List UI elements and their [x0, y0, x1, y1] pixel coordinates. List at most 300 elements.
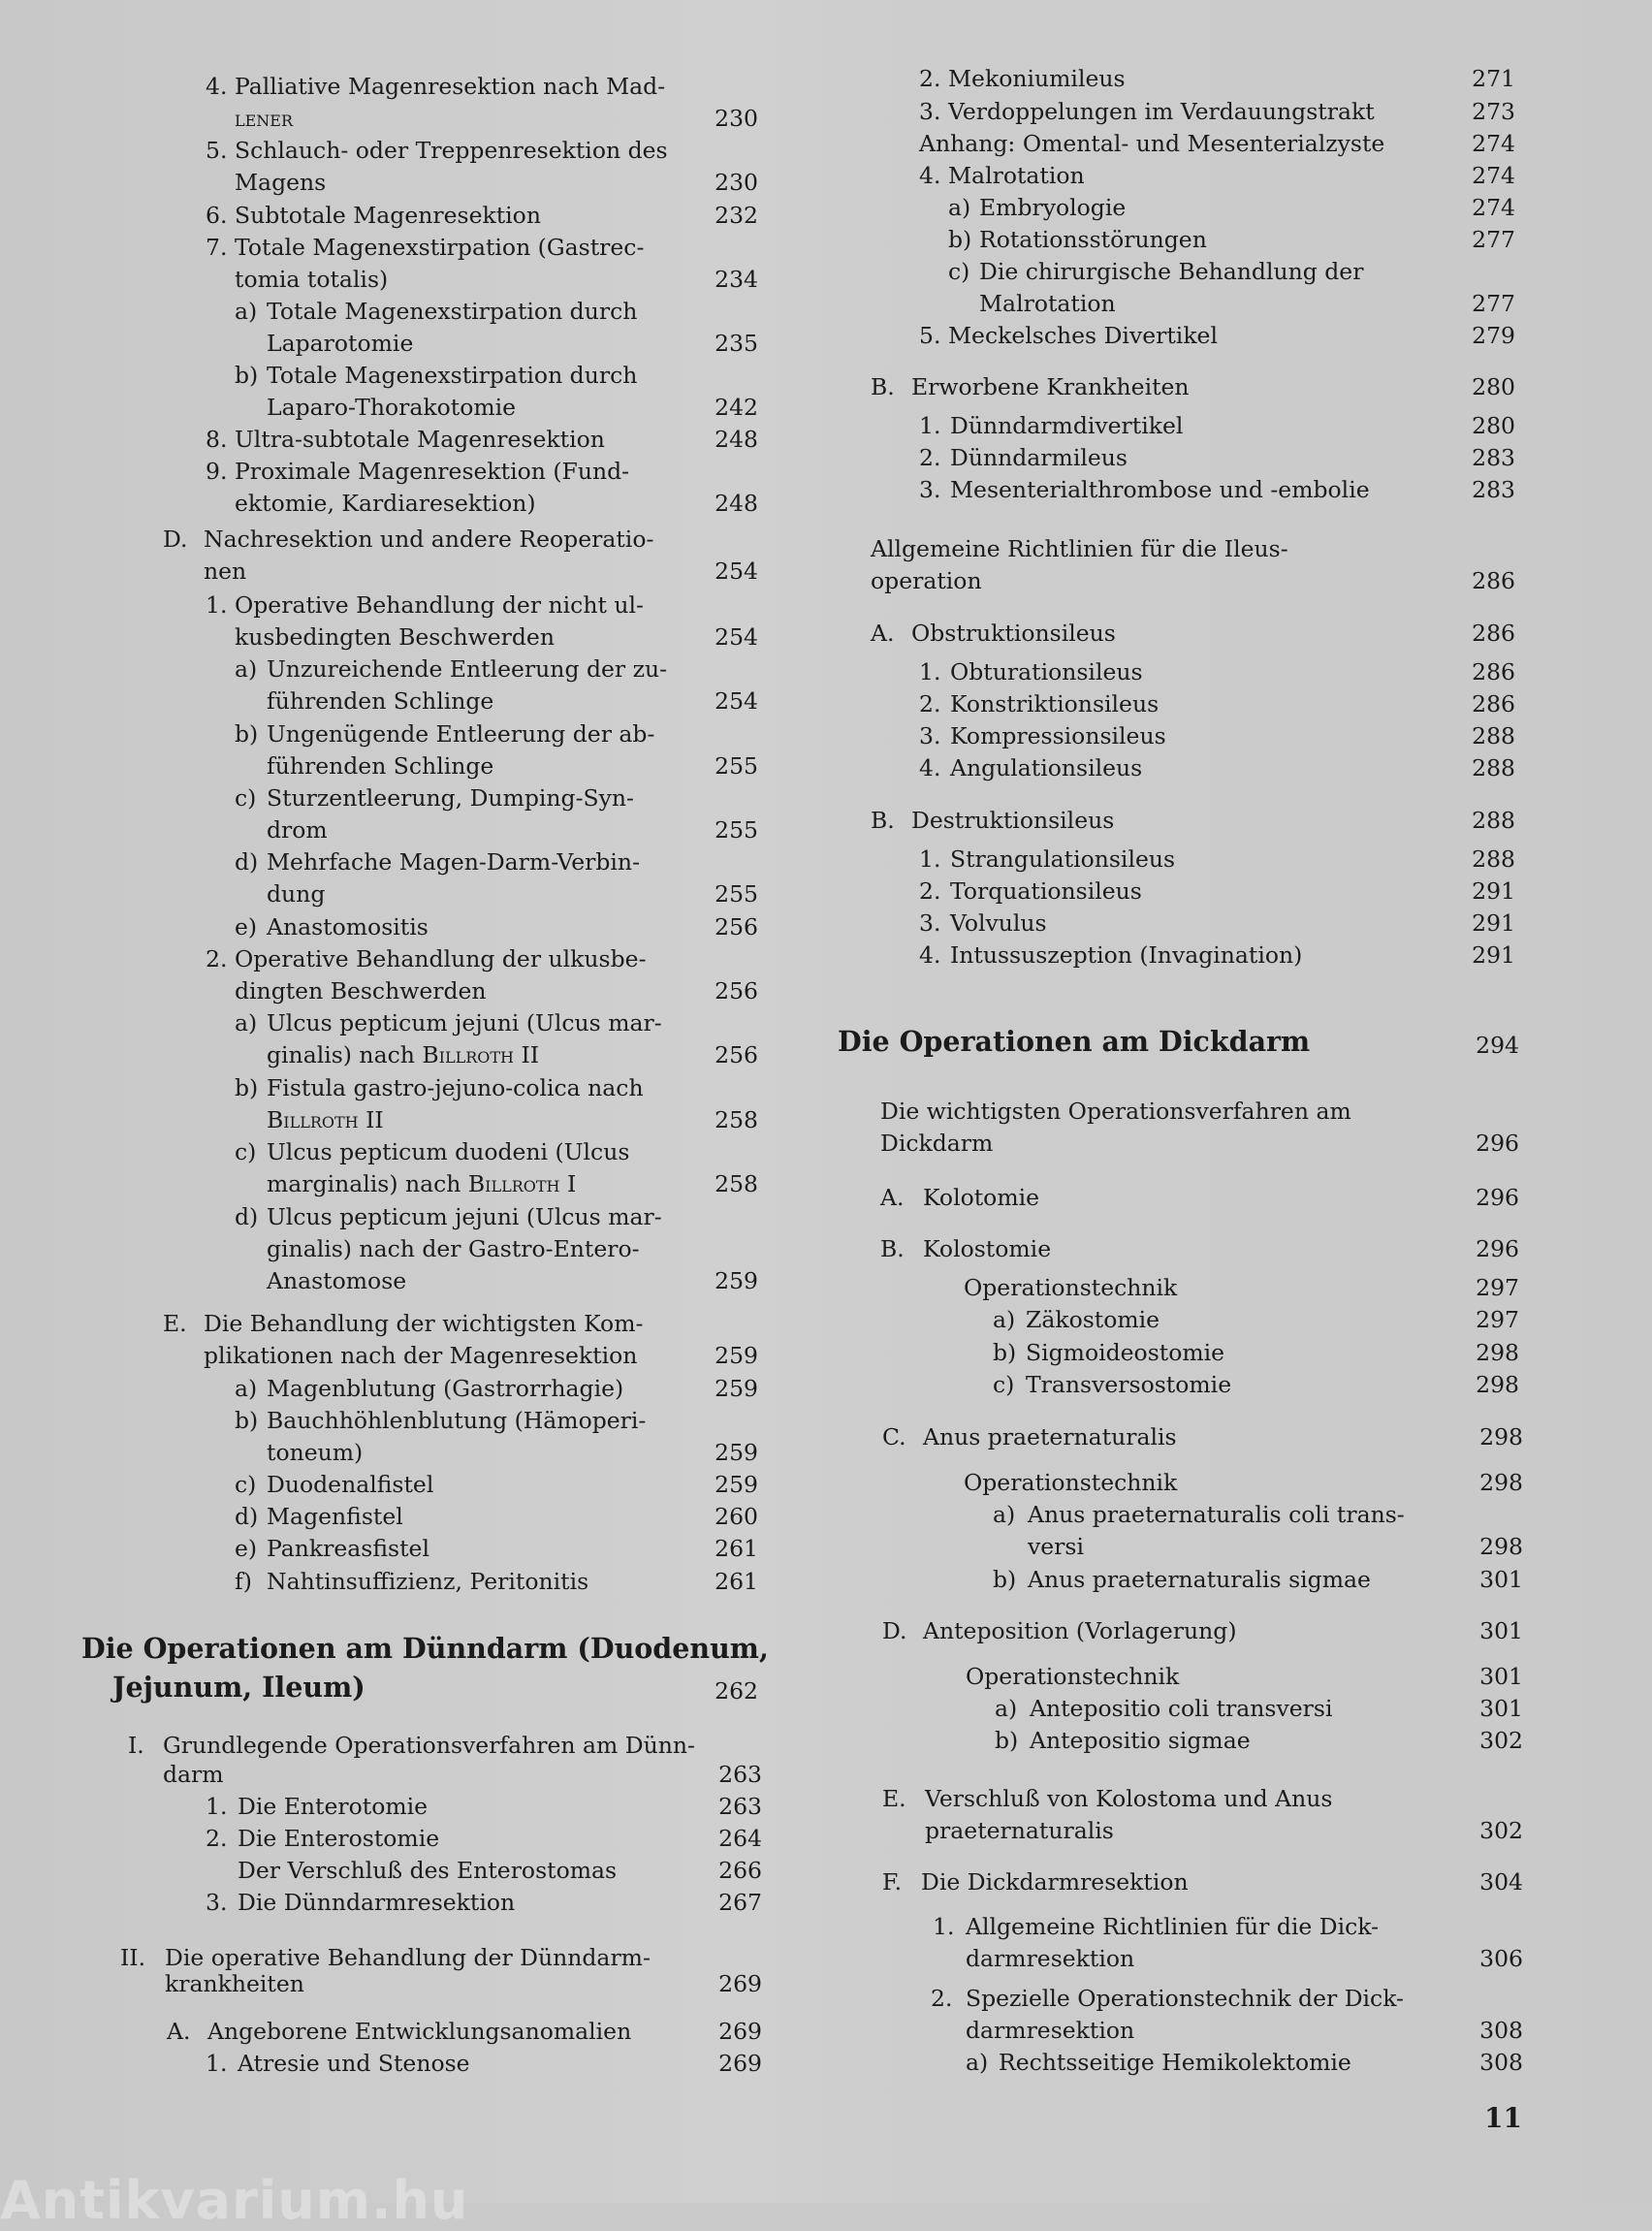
toc-entry-label: b) — [235, 362, 259, 389]
toc-entry-label: B. — [871, 373, 895, 400]
toc-entry — [0, 1097, 1652, 1161]
toc-page-number: 255 — [715, 816, 758, 844]
toc-page-number: 274 — [1472, 130, 1515, 157]
toc-entry-title-line: Ultra-subtotale Magenresektion — [235, 426, 605, 453]
toc-entry-title-line: Magenblutung (Gastrorrhagie) — [267, 1375, 624, 1402]
toc-entry-title-line: marginalis) nach Billroth I — [267, 1170, 577, 1197]
toc-page-number: 261 — [715, 1535, 758, 1562]
toc-page-number: 283 — [1472, 444, 1515, 471]
toc-entry-label: A. — [167, 2018, 191, 2045]
toc-entry — [0, 1500, 1652, 1564]
toc-entry — [0, 225, 1652, 257]
toc-entry-label: b) — [235, 720, 259, 748]
toc-page-number: 296 — [1476, 1184, 1519, 1211]
toc-entry-title-line: Die Enterostomie — [238, 1825, 440, 1852]
toc-entry-label: 7. — [206, 234, 228, 261]
toc-page-number: 306 — [1479, 1945, 1523, 1972]
toc-entry — [0, 1784, 1652, 1848]
toc-page-number: 266 — [718, 1857, 762, 1884]
toc-entry-title-line: Mehrfache Magen-Darm-Verbin- — [267, 848, 641, 876]
toc-entry-label: 3. — [206, 1889, 228, 1916]
toc-entry-title-line: ginalis) nach Billroth II — [267, 1041, 540, 1068]
toc-entry-title-line: Die Dickdarmresektion — [921, 1868, 1189, 1896]
toc-entry-label: a) — [993, 1306, 1016, 1333]
toc-entry-title-line: Anastomose — [267, 1267, 407, 1294]
toc-entry-label: 2. — [919, 690, 941, 717]
toc-page-number: 259 — [715, 1471, 758, 1498]
toc-page-number: 280 — [1472, 412, 1515, 439]
toc-page-number: 286 — [1472, 567, 1515, 594]
toc-entry-label: a) — [235, 298, 258, 325]
toc-page-number: 269 — [718, 2018, 762, 2045]
toc-entry-label: B. — [871, 807, 895, 834]
toc-entry-title-line: Embryologie — [979, 194, 1127, 221]
toc-entry-label: I. — [128, 1732, 144, 1759]
toc-page-number: 254 — [715, 558, 758, 585]
toc-entry — [0, 2048, 1652, 2080]
toc-page-number: 291 — [1472, 909, 1515, 937]
toc-page-number: 255 — [715, 880, 758, 908]
toc-entry-title-line: Die Enterotomie — [238, 1793, 429, 1820]
toc-page-number: 234 — [715, 266, 758, 293]
toc-entry — [0, 876, 1652, 908]
toc-entry-label: 1. — [206, 1793, 228, 1820]
toc-entry-title-line: krankheiten — [165, 1970, 304, 1997]
toc-page-number: 296 — [1476, 1130, 1519, 1157]
toc-entry-title-line: Der Verschluß des Enterostomas — [238, 1857, 618, 1884]
toc-page-number: 274 — [1472, 194, 1515, 221]
toc-entry-title-line: Obturationsileus — [950, 658, 1143, 685]
toc-entry-title-line: tomia totalis) — [235, 266, 389, 293]
toc-entry — [0, 1183, 1652, 1215]
toc-entry-label: A. — [880, 1184, 905, 1211]
toc-entry-label: a) — [966, 2049, 989, 2076]
toc-entry — [0, 411, 1652, 443]
toc-entry-title-line: Rechtsseitige Hemikolektomie — [999, 2049, 1351, 2076]
toc-entry-label: 2. — [931, 1985, 953, 2012]
toc-page-number: 256 — [715, 1041, 758, 1068]
toc-entry-title-line: Operative Behandlung der ulkusbe- — [235, 945, 647, 972]
toc-page-number: 248 — [715, 426, 758, 453]
toc-entry-title-line: Anhang: Omental- und Mesenterialzyste — [919, 130, 1385, 157]
toc-entry-title-line: Verschluß von Kolostoma und Anus — [925, 1785, 1333, 1812]
toc-entry-title-line: Duodenalfistel — [267, 1471, 434, 1498]
toc-entry-label: 4. — [919, 941, 941, 969]
toc-page-number: 298 — [1479, 1533, 1523, 1560]
toc-entry-title-line: Die Operationen am Dickdarm — [838, 1025, 1311, 1058]
toc-entry-title-line: Malrotation — [979, 290, 1116, 317]
toc-entry-label: b) — [235, 1074, 259, 1101]
toc-entry-title-line: Volvulus — [950, 909, 1047, 937]
toc-entry-label: 5. — [206, 137, 228, 164]
toc-page-number: 297 — [1476, 1306, 1519, 1333]
toc-page-number: 301 — [1479, 1617, 1523, 1644]
toc-entry — [0, 443, 1652, 475]
toc-entry-title-line: Antepositio coli transversi — [1030, 1695, 1333, 1722]
toc-page-number: 294 — [1476, 1032, 1519, 1059]
toc-entry-label: 2. — [919, 444, 941, 471]
toc-entry-label: a) — [235, 1009, 258, 1036]
toc-entry-title-line: Strangulationsileus — [950, 845, 1176, 873]
toc-entry-title-line: Jejunum, Ileum) — [112, 1671, 365, 1704]
toc-entry-label: 2. — [919, 877, 941, 905]
toc-page-number: 261 — [715, 1568, 758, 1595]
toc-page-number: 264 — [718, 1825, 762, 1852]
toc-entry-title-line: Pankreasfistel — [267, 1535, 429, 1562]
toc-page-number: 308 — [1479, 2017, 1523, 2044]
toc-entry-label: c) — [235, 1138, 257, 1165]
toc-entry — [0, 1726, 1652, 1758]
toc-entry-title-line: Mesenterialthrombose und -embolie — [950, 476, 1370, 503]
toc-page-number: 242 — [715, 394, 758, 421]
toc-entry-title-line: Ulcus pepticum jejuni (Ulcus mar- — [267, 1203, 662, 1230]
toc-page-number: 230 — [715, 169, 758, 196]
toc-page-number: 274 — [1472, 162, 1515, 189]
toc-entry-title-line: Die Operationen am Dünndarm (Duodenum, — [81, 1632, 769, 1665]
toc-entry-label: a) — [993, 1501, 1016, 1528]
toc-entry-title-line: Anastomositis — [267, 913, 429, 940]
toc-entry-title-line: Fistula gastro-jejuno-colica nach — [267, 1074, 644, 1101]
toc-page-number: 254 — [715, 623, 758, 651]
toc-entry-label: 4. — [206, 73, 228, 100]
toc-entry-title-line: ektomie, Kardiaresektion) — [235, 490, 536, 517]
toc-entry — [0, 97, 1652, 129]
toc-entry-title-line: Operationstechnik — [964, 1274, 1178, 1301]
toc-page-number: 248 — [715, 490, 758, 517]
toc-page-number: 235 — [715, 330, 758, 357]
toc-entry — [0, 689, 1652, 721]
toc-entry-title-line: Die Dünndarmresektion — [238, 1889, 516, 1916]
toc-entry-title-line: Angeborene Entwicklungsanomalien — [207, 2018, 632, 2045]
toc-entry-title-line: Nachresektion und andere Reoperatio- — [204, 526, 654, 553]
toc-page-number: 277 — [1472, 290, 1515, 317]
toc-entry-title-line: Dickdarm — [880, 1130, 994, 1157]
toc-page-number: 297 — [1476, 1274, 1519, 1301]
toc-page-number: 283 — [1472, 476, 1515, 503]
toc-entry-label: b) — [235, 1407, 259, 1434]
toc-entry-label: E. — [882, 1785, 906, 1812]
toc-entry-label: 6. — [206, 202, 228, 229]
toc-entry-label: 4. — [919, 162, 941, 189]
toc-entry-title-line: Angulationsileus — [950, 754, 1143, 781]
toc-page-number: 256 — [715, 913, 758, 940]
toc-entry-label: d) — [235, 848, 259, 876]
toc-entry-title-line: Magenfistel — [267, 1503, 403, 1530]
toc-entry-title-line: Ulcus pepticum duodeni (Ulcus — [267, 1138, 630, 1165]
toc-entry — [0, 619, 1652, 651]
toc-page-number: 259 — [715, 1267, 758, 1294]
toc-entry-label: 1. — [206, 591, 228, 619]
toc-entry-title-line: führenden Schlinge — [267, 752, 494, 780]
toc-page-number: 262 — [715, 1677, 758, 1705]
toc-entry-title-line: Anus praeternaturalis coli trans- — [1028, 1501, 1405, 1528]
toc-entry — [0, 1338, 1652, 1370]
toc-entry-title-line: Operationstechnik — [964, 1469, 1178, 1496]
toc-entry-title-line: Kompressionsileus — [950, 722, 1166, 749]
toc-entry-label: c) — [235, 784, 257, 812]
toc-page-number: 269 — [718, 2050, 762, 2077]
toc-entry-label: C. — [882, 1423, 906, 1450]
toc-entry-title-line: versi — [1028, 1533, 1084, 1560]
toc-entry-label: 3. — [919, 909, 941, 937]
toc-page-number: 286 — [1472, 620, 1515, 647]
toc-page-number: 286 — [1472, 658, 1515, 685]
toc-entry-label: 3. — [919, 476, 941, 503]
toc-entry — [0, 1370, 1652, 1402]
toc-page-number: 259 — [715, 1342, 758, 1369]
toc-entry — [0, 475, 1652, 507]
toc-page-number: 277 — [1472, 226, 1515, 253]
toc-entry-label: A. — [871, 620, 895, 647]
toc-page-number: 298 — [1476, 1339, 1519, 1366]
toc-entry-label: II. — [120, 1944, 146, 1971]
toc-entry — [0, 1662, 1652, 1694]
toc-entry-label: 1. — [933, 1913, 955, 1940]
toc-entry — [0, 257, 1652, 321]
toc-entry-title-line: Nahtinsuffizienz, Peritonitis — [267, 1568, 589, 1595]
toc-entry — [0, 161, 1652, 193]
toc-entry — [0, 806, 1652, 838]
toc-entry-label: d) — [235, 1203, 259, 1230]
toc-entry-title-line: Anus praeternaturalis — [923, 1423, 1177, 1450]
toc-page-number: 259 — [715, 1439, 758, 1466]
toc-entry — [0, 1912, 1652, 1976]
toc-entry-title-line: darmresektion — [966, 2017, 1135, 2044]
toc-entry-label: D. — [882, 1617, 907, 1644]
toc-entry-title-line: Totale Magenexstirpation (Gastrec- — [235, 234, 645, 261]
toc-entry-title-line: Unzureichende Entleerung der zu- — [267, 655, 668, 683]
toc-entry-title-line: Allgemeine Richtlinien für die Dick- — [966, 1913, 1380, 1940]
toc-entry-title-line: Sigmoideostomie — [1026, 1339, 1225, 1366]
toc-entry-title-line: Bauchhöhlenblutung (Hämoperi- — [267, 1407, 647, 1434]
toc-entry-label: b) — [993, 1566, 1017, 1593]
toc-entry-title-line: darm — [163, 1761, 224, 1788]
toc-page-number: 230 — [715, 105, 758, 132]
toc-page-number: 232 — [715, 202, 758, 229]
toc-entry-title-line: Dünndarmileus — [950, 444, 1128, 471]
toc-entry-label: 1. — [919, 412, 941, 439]
toc-page-number: 298 — [1479, 1469, 1523, 1496]
toc-entry-label: E. — [163, 1310, 187, 1337]
toc-entry-title-line: führenden Schlinge — [267, 687, 494, 715]
toc-page-number: 308 — [1479, 2049, 1523, 2076]
toc-entry-label: c) — [948, 258, 970, 285]
toc-entry-title-line: Obstruktionsileus — [911, 620, 1116, 647]
toc-page-number: 256 — [715, 977, 758, 1004]
toc-entry-title-line: Magens — [235, 169, 327, 196]
toc-page-number: 269 — [718, 1970, 762, 1997]
toc-entry-label: 5. — [919, 322, 941, 349]
toc-page-number: 263 — [718, 1793, 762, 1820]
toc-page-number: 288 — [1472, 845, 1515, 873]
toc-entry-title-line: Billroth II — [267, 1106, 384, 1133]
toc-page-number: 273 — [1472, 98, 1515, 125]
toc-entry-label: 1. — [206, 2050, 228, 2077]
toc-entry-title-line: dingten Beschwerden — [235, 977, 487, 1004]
toc-entry-label: 8. — [206, 426, 228, 453]
toc-entry-label: 2. — [206, 945, 228, 972]
toc-page-number: 301 — [1479, 1566, 1523, 1593]
toc-page-number: 258 — [715, 1170, 758, 1197]
toc-entry-label: b) — [993, 1339, 1017, 1366]
toc-entry — [0, 657, 1652, 689]
toc-entry-title-line: Transversostomie — [1026, 1371, 1232, 1398]
toc-entry — [0, 1273, 1652, 1305]
toc-entry — [0, 534, 1652, 598]
toc-entry-label: f) — [235, 1568, 252, 1595]
toc-entry — [0, 321, 1652, 353]
toc-entry-label: a) — [235, 655, 258, 683]
toc-entry-title-line: Atresie und Stenose — [238, 2050, 470, 2077]
toc-entry-title-line: Die operative Behandlung der Dünndarm- — [165, 1944, 651, 1971]
toc-page-number: 296 — [1476, 1235, 1519, 1262]
toc-entry — [0, 193, 1652, 225]
toc-entry-title-line: Kolotomie — [923, 1184, 1040, 1211]
toc-entry-label: 3. — [919, 722, 941, 749]
toc-entry-title-line: Anteposition (Vorlagerung) — [923, 1617, 1237, 1644]
toc-entry-title-line: Die wichtigsten Operationsverfahren am — [880, 1098, 1351, 1125]
toc-entry — [0, 1867, 1652, 1899]
toc-entry-title-line: Subtotale Magenresektion — [235, 202, 541, 229]
toc-entry-title-line: praeternaturalis — [925, 1817, 1114, 1844]
toc-entry-title-line: Totale Magenexstirpation durch — [267, 298, 638, 325]
toc-page-number: 271 — [1472, 65, 1515, 92]
watermark: Antikvarium.hu — [0, 2170, 469, 2231]
toc-entry-label: D. — [163, 526, 188, 553]
toc-entry-title-line: Konstriktionsileus — [950, 690, 1160, 717]
toc-entry-title-line: Operationstechnik — [966, 1663, 1180, 1690]
toc-entry-label: 1. — [919, 658, 941, 685]
toc-page-number: 254 — [715, 687, 758, 715]
toc-entry-label: 2. — [206, 1825, 228, 1852]
toc-entry-label: b) — [995, 1727, 1019, 1754]
toc-entry-title-line: Anus praeternaturalis sigmae — [1028, 1566, 1371, 1593]
toc-page-number: 291 — [1472, 877, 1515, 905]
toc-entry-title-line: Palliative Magenresektion nach Mad- — [235, 73, 666, 100]
toc-entry-title-line: Grundlegende Operationsverfahren am Dünn- — [163, 1732, 695, 1759]
toc-entry-title-line: Destruktionsileus — [911, 807, 1115, 834]
toc-entry-label: F. — [882, 1868, 903, 1896]
page-number: 11 — [1484, 2102, 1522, 2134]
toc-entry-label: c) — [993, 1371, 1015, 1398]
toc-entry-label: e) — [235, 913, 258, 940]
toc-entry-label: 9. — [206, 458, 228, 485]
toc-page-number: 286 — [1472, 690, 1515, 717]
toc-entry-title-line: Proximale Magenresektion (Fund- — [235, 458, 630, 485]
toc-entry-title-line: darmresektion — [966, 1945, 1135, 1972]
toc-entry — [0, 753, 1652, 785]
toc-entry-title-line: Spezielle Operationstechnik der Dick- — [966, 1985, 1404, 2012]
toc-entry-label: e) — [235, 1535, 258, 1562]
toc-page-number: 301 — [1479, 1663, 1523, 1690]
toc-page-number: 288 — [1472, 722, 1515, 749]
toc-page-number: 302 — [1479, 1817, 1523, 1844]
toc-page-number: 260 — [715, 1503, 758, 1530]
toc-entry — [0, 1616, 1652, 1648]
toc-entry — [0, 1468, 1652, 1500]
toc-entry-title-line: Zäkostomie — [1026, 1306, 1160, 1333]
toc-entry — [0, 64, 1652, 96]
toc-entry-title-line: operation — [871, 567, 982, 594]
toc-entry-label: a) — [995, 1695, 1018, 1722]
toc-entry-title-line: Torquationsileus — [950, 877, 1142, 905]
toc-entry-title-line: Kolostomie — [923, 1235, 1052, 1262]
toc-entry-label: 1. — [919, 845, 941, 873]
toc-entry-title-line: Totale Magenexstirpation durch — [267, 362, 638, 389]
toc-page-number: 255 — [715, 752, 758, 780]
toc-page-number: 258 — [715, 1106, 758, 1133]
toc-page-number: 267 — [718, 1889, 762, 1916]
toc-page-number: 302 — [1479, 1727, 1523, 1754]
toc-entry-label: 3. — [919, 98, 941, 125]
toc-entry-title-line: Rotationsstörungen — [979, 226, 1207, 253]
toc-page-number: 288 — [1472, 754, 1515, 781]
toc-entry-title-line: plikationen nach der Magenresektion — [204, 1342, 638, 1369]
toc-entry-title-line: ginalis) nach der Gastro-Entero- — [267, 1235, 640, 1262]
toc-page-number: 291 — [1472, 941, 1515, 969]
toc-entry — [0, 908, 1652, 940]
toc-entry-title-line: Allgemeine Richtlinien für die Ileus- — [871, 535, 1288, 562]
toc-page-number: 304 — [1479, 1868, 1523, 1896]
toc-entry — [0, 372, 1652, 404]
toc-entry-title-line: dung — [267, 880, 326, 908]
toc-entry — [0, 845, 1652, 876]
toc-entry-title-line: Schlauch- oder Treppenresektion des — [235, 137, 668, 164]
toc-entry-title-line: Sturzentleerung, Dumping-Syn- — [267, 784, 634, 812]
toc-entry — [0, 721, 1652, 753]
toc-entry — [0, 1305, 1652, 1337]
toc-entry-title-line: Erworbene Krankheiten — [911, 373, 1190, 400]
toc-entry-title-line: kusbedingten Beschwerden — [235, 623, 555, 651]
toc-entry-title-line: Ulcus pepticum jejuni (Ulcus mar- — [267, 1009, 662, 1036]
toc-entry-title-line: toneum) — [267, 1439, 364, 1466]
toc-entry-label: a) — [948, 194, 971, 221]
toc-entry-label: B. — [880, 1235, 905, 1262]
toc-entry-title-line: Die chirurgische Behandlung der — [979, 258, 1364, 285]
toc-entry-title-line: drom — [267, 816, 328, 844]
toc-entry-label: 4. — [919, 754, 941, 781]
toc-entry-title-line: Meckelsches Divertikel — [948, 322, 1218, 349]
toc-entry — [0, 1422, 1652, 1454]
toc-entry-title-line: Dünndarmdivertikel — [950, 412, 1184, 439]
toc-entry — [0, 1694, 1652, 1726]
toc-entry-title-line: Laparotomie — [267, 330, 414, 357]
toc-entry-title-line: Operative Behandlung der nicht ul- — [235, 591, 644, 619]
toc-entry-title-line: Mekoniumileus — [948, 65, 1126, 92]
toc-entry-title-line: Antepositio sigmae — [1030, 1727, 1251, 1754]
toc-page-number: 288 — [1472, 807, 1515, 834]
toc-entry-title-line: Malrotation — [948, 162, 1085, 189]
toc-page-number: 259 — [715, 1375, 758, 1402]
toc-entry — [0, 1565, 1652, 1597]
toc-entry-label: a) — [235, 1375, 258, 1402]
toc-entry-title-line: Die Behandlung der wichtigsten Kom- — [204, 1310, 644, 1337]
toc-entry-title-line: Intussuszeption (Invagination) — [950, 941, 1303, 969]
toc-entry-title-line: lener — [235, 105, 294, 132]
toc-page-number: 301 — [1479, 1695, 1523, 1722]
toc-entry-title-line: Laparo-Thorakotomie — [267, 394, 517, 421]
toc-page-number: 280 — [1472, 373, 1515, 400]
toc-entry — [0, 940, 1652, 972]
toc-entry-title-line: Verdoppelungen im Verdauungstrakt — [948, 98, 1375, 125]
toc-entry-label: 2. — [919, 65, 941, 92]
toc-entry-title-line: nen — [204, 558, 247, 585]
toc-entry — [0, 129, 1652, 161]
toc-page-number: 298 — [1476, 1371, 1519, 1398]
toc-entry-label: b) — [948, 226, 972, 253]
toc-entry — [0, 1234, 1652, 1266]
toc-entry-label: d) — [235, 1503, 259, 1530]
